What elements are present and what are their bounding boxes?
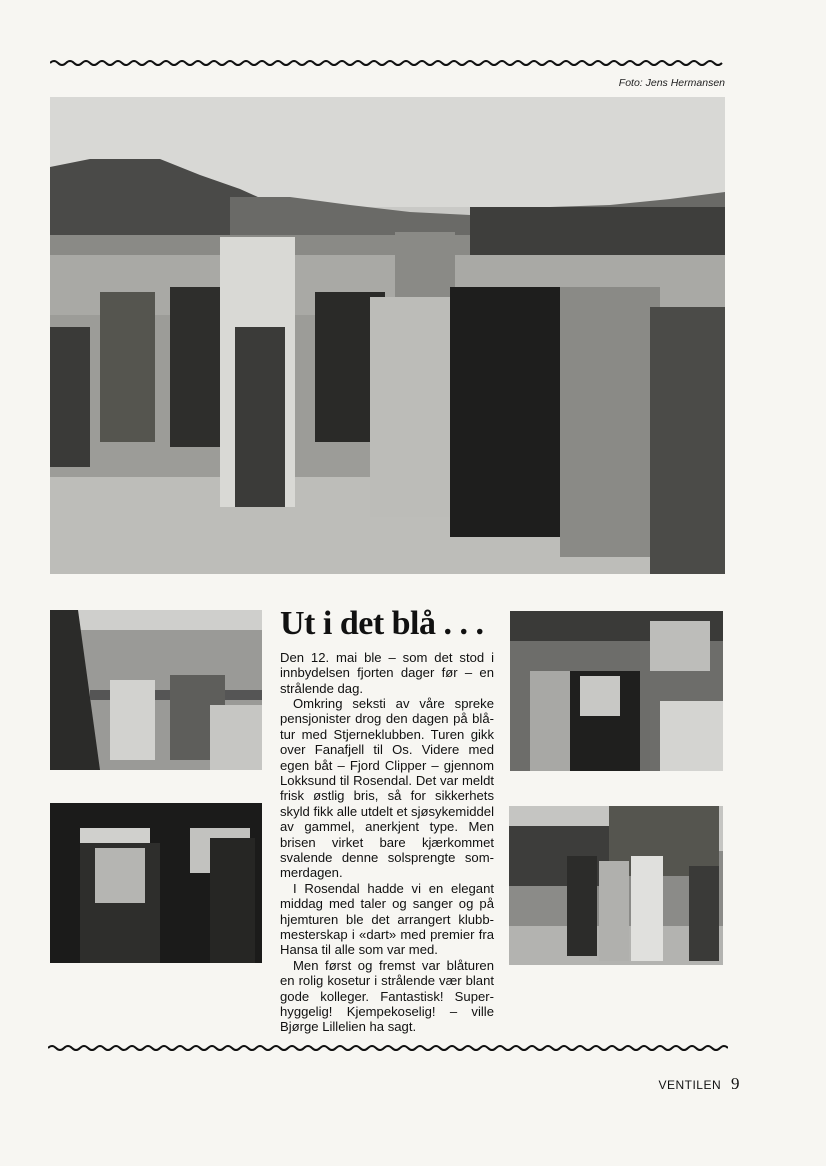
cabin-photo — [50, 803, 262, 963]
page-footer — [658, 1074, 740, 1094]
main-photo — [50, 97, 725, 574]
dinner-photo — [510, 611, 723, 771]
article — [280, 606, 494, 1035]
article-paragraph: Men først og fremst var blåturen en rolig kosetur i strålende vær blant gode kolleger. Fantastisk! Superhyggelig! Kjempekoselig! – ville Bjørge Lillelien ha sagt. — [280, 957, 494, 1035]
page-number: 9 — [731, 1074, 740, 1093]
article-paragraph: I Rosendal hadde vi en elegant middag med taler og sanger og på hjemturen ble det arrangert klubbmesterskap i «dart» med premier fra Hansa til alle som var med. — [280, 880, 494, 958]
publication-name: VENTILEN — [658, 1078, 722, 1092]
quay-group-photo — [509, 806, 723, 965]
photo-credit: Foto: Jens Hermansen — [618, 77, 725, 89]
article-headline: Ut i det blå . . . — [280, 605, 484, 642]
top-wavy-rule — [50, 58, 726, 68]
boat-railing-photo — [50, 610, 262, 770]
bottom-wavy-rule — [48, 1043, 728, 1053]
article-paragraph: Omkring seksti av våre spreke pensjonister drog den dagen på blåtur med Stjerneklubben. Turen gikk over Fanafjell til Os. Videre med egen båt – Fjord Clipper – gjennom Lokksund til Rosendal. Det var meldt frisk østlig bris, så for sikkerhets skyld fikk alle utdelt et sjøsykemiddel av gammel, anerkjent type. Men brisen virket bare kjærkommet svalende denne solsprengte sommerdagen. — [280, 695, 494, 881]
article-paragraph: Den 12. mai ble – som det stod i innbydelsen fjorten dager før – en strålende dag. — [280, 649, 494, 696]
article-body — [280, 650, 494, 1035]
